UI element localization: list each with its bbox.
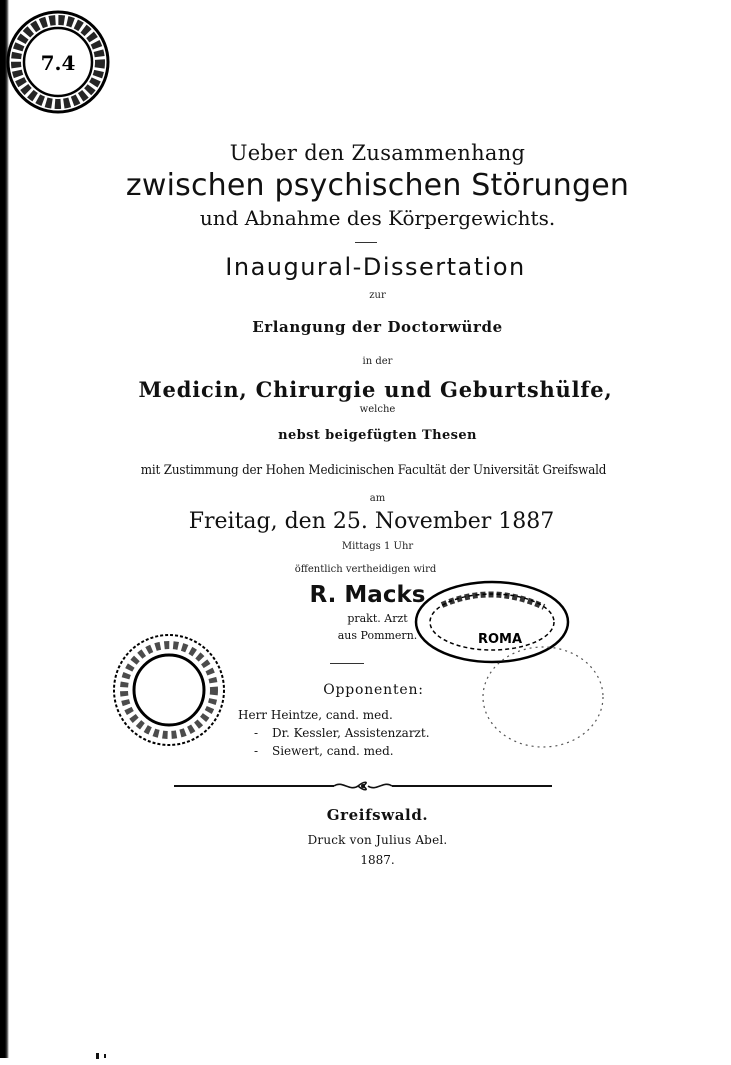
- opponent-ditto-mark: -: [254, 744, 259, 758]
- ornamental-rule: [174, 780, 552, 792]
- text-faculties: Medicin, Chirurgie und Geburtshülfe,: [138, 377, 613, 402]
- title-line-1: Ueber den Zusammenhang: [229, 141, 526, 165]
- text-welche: welche: [359, 404, 396, 415]
- opponent-name: Siewert, cand. med.: [272, 744, 394, 758]
- donation-stamp: [104, 630, 234, 750]
- text-erlangung: Erlangung der Doctorwürde: [252, 318, 503, 336]
- author-title: prakt. Arzt: [347, 612, 408, 625]
- scan-artifact: [96, 1046, 116, 1056]
- author-name: R. Macks: [309, 582, 426, 608]
- divider-short-2: [330, 663, 364, 664]
- opponent-name: Dr. Kessler, Assistenzarzt.: [272, 726, 430, 740]
- text-zur: zur: [369, 290, 386, 301]
- title-line-3: und Abnahme des Körpergewichts.: [199, 206, 556, 230]
- title-line-2: zwischen psychischen Störungen: [125, 168, 630, 203]
- opponent-name: Herr Heintze, cand. med.: [238, 708, 393, 722]
- opponent-row: [238, 708, 393, 722]
- divider-short-1: [355, 242, 377, 243]
- text-nebst-thesen: nebst beigefügten Thesen: [278, 428, 477, 443]
- text-am: am: [369, 493, 386, 504]
- opponent-ditto-mark: -: [254, 726, 259, 740]
- defense-date: Freitag, den 25. November 1887: [188, 509, 555, 534]
- stamp-shelf-number: 7.4: [40, 51, 76, 75]
- text-in-der: in der: [362, 356, 393, 367]
- faint-stamp: [478, 642, 608, 752]
- text-verteidigen: öffentlich vertheidigen wird: [294, 564, 437, 575]
- opponent-row: [254, 744, 394, 758]
- library-stamp-top-left: [2, 6, 114, 118]
- text-zustimmung: mit Zustimmung der Hohen Medicinischen Facultät der Universität Greifswald: [140, 463, 607, 478]
- opponent-row: [254, 726, 430, 740]
- imprint-year: 1887.: [360, 853, 395, 867]
- defense-time: Mittags 1 Uhr: [341, 541, 414, 552]
- imprint-printer: Druck von Julius Abel.: [307, 833, 448, 847]
- stamp-city-name: ROMA: [477, 632, 523, 647]
- dissertation-heading: Inaugural-Dissertation: [225, 253, 526, 281]
- opponents-heading: Opponenten:: [323, 682, 424, 698]
- author-origin: aus Pommern.: [337, 629, 418, 642]
- imprint-city: Greifswald.: [326, 806, 429, 824]
